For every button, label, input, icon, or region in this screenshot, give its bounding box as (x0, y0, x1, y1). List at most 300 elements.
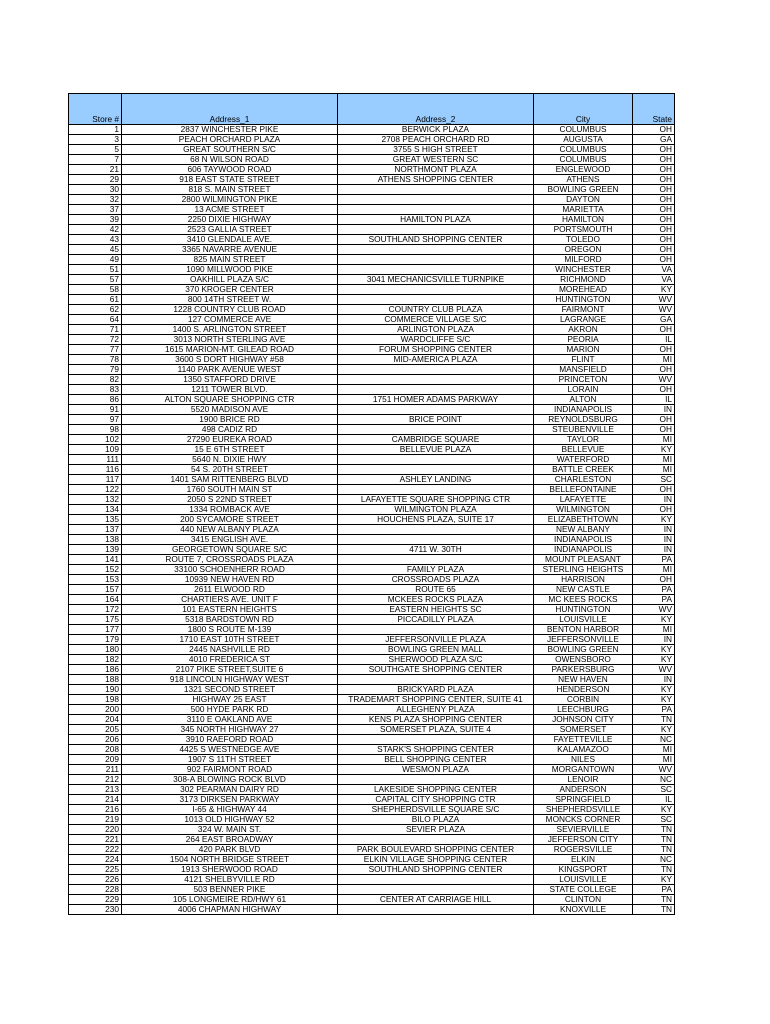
store-number-cell: 72 (69, 335, 122, 345)
state-cell: IN (633, 545, 675, 555)
city-cell: ELIZABETHTOWN (534, 515, 633, 525)
store-number-cell: 153 (69, 575, 122, 585)
address-2-cell: CAPITAL CITY SHOPPING CTR (338, 795, 534, 805)
store-number-cell: 43 (69, 235, 122, 245)
store-number-cell: 49 (69, 255, 122, 265)
state-cell: IN (633, 675, 675, 685)
address-1-cell: GEORGETOWN SQUARE S/C (122, 545, 338, 555)
store-number-cell: 188 (69, 675, 122, 685)
store-number-cell: 190 (69, 685, 122, 695)
table-row (69, 555, 675, 565)
address-2-cell: ALLEGHENY PLAZA (338, 705, 534, 715)
state-cell: OH (633, 175, 675, 185)
state-cell: OH (633, 485, 675, 495)
address-1-cell: 2107 PIKE STREET,SUITE 6 (122, 665, 338, 675)
city-cell: LAGRANGE (534, 315, 633, 325)
address-1-cell: 2445 NASHVILLE RD (122, 645, 338, 655)
table-row (69, 465, 675, 475)
address-1-cell: 2250 DIXIE HIGHWAY (122, 215, 338, 225)
table-row (69, 875, 675, 885)
state-cell: OH (633, 205, 675, 215)
city-cell: STERLING HEIGHTS (534, 565, 633, 575)
table-row (69, 725, 675, 735)
city-cell: TAYLOR (534, 435, 633, 445)
address-1-cell: 1400 S. ARLINGTON STREET (122, 325, 338, 335)
address-2-cell (338, 285, 534, 295)
address-1-cell: 3013 NORTH STERLING AVE (122, 335, 338, 345)
store-number-cell: 200 (69, 705, 122, 715)
store-number-cell: 222 (69, 845, 122, 855)
header-row (69, 114, 675, 125)
city-cell: COLUMBUS (534, 145, 633, 155)
table-row (69, 675, 675, 685)
table-row (69, 645, 675, 655)
store-number-cell: 83 (69, 385, 122, 395)
table-row (69, 855, 675, 865)
store-number-cell: 42 (69, 225, 122, 235)
state-cell: WV (633, 375, 675, 385)
address-1-cell: 101 EASTERN HEIGHTS (122, 605, 338, 615)
store-number-cell: 224 (69, 855, 122, 865)
state-cell: IN (633, 405, 675, 415)
address-1-cell: 503 BENNER PIKE (122, 885, 338, 895)
city-cell: LAFAYETTE (534, 495, 633, 505)
address-2-cell: CENTER AT CARRIAGE HILL (338, 895, 534, 905)
city-cell: WINCHESTER (534, 265, 633, 275)
store-number-cell: 45 (69, 245, 122, 255)
state-cell: PA (633, 885, 675, 895)
address-2-cell (338, 735, 534, 745)
address-1-cell: PEACH ORCHARD PLAZA (122, 135, 338, 145)
city-cell: CHARLESTON (534, 475, 633, 485)
store-number-cell: 214 (69, 795, 122, 805)
address-2-cell (338, 295, 534, 305)
state-cell: TN (633, 715, 675, 725)
address-2-cell: BERWICK PLAZA (338, 125, 534, 135)
state-cell: NC (633, 775, 675, 785)
state-cell: GA (633, 315, 675, 325)
table-row (69, 885, 675, 895)
city-cell: HUNTINGTON (534, 295, 633, 305)
address-2-cell: 1751 HOMER ADAMS PARKWAY (338, 395, 534, 405)
state-cell: WV (633, 295, 675, 305)
address-1-cell: 264 EAST BROADWAY (122, 835, 338, 845)
table-row (69, 185, 675, 195)
store-number-cell: 135 (69, 515, 122, 525)
address-1-cell: 5520 MADISON AVE (122, 405, 338, 415)
state-cell: IN (633, 535, 675, 545)
table-row (69, 325, 675, 335)
store-number-cell: 58 (69, 285, 122, 295)
table-row (69, 665, 675, 675)
table-row (69, 205, 675, 215)
address-2-cell: SHEPHERDSVILLE SQUARE S/C (338, 805, 534, 815)
address-1-cell: HIGHWAY 25 EAST (122, 695, 338, 705)
address-1-cell: 3410 GLENDALE AVE. (122, 235, 338, 245)
table-body (69, 125, 675, 915)
address-2-cell: STARK'S SHOPPING CENTER (338, 745, 534, 755)
store-number-cell: 219 (69, 815, 122, 825)
state-cell: KY (633, 725, 675, 735)
table-row (69, 865, 675, 875)
address-1-cell: 4121 SHELBYVILLE RD (122, 875, 338, 885)
address-2-cell (338, 835, 534, 845)
address-2-cell (338, 385, 534, 395)
address-2-cell: SEVIER PLAZA (338, 825, 534, 835)
state-cell: WV (633, 305, 675, 315)
store-number-cell: 152 (69, 565, 122, 575)
address-2-cell: PICCADILLY PLAZA (338, 615, 534, 625)
store-number-cell: 211 (69, 765, 122, 775)
store-number-cell: 86 (69, 395, 122, 405)
table-row (69, 315, 675, 325)
table-row (69, 365, 675, 375)
state-cell: KY (633, 645, 675, 655)
address-1-cell: 1800 S ROUTE M-139 (122, 625, 338, 635)
table-row (69, 245, 675, 255)
state-cell: KY (633, 615, 675, 625)
table-row (69, 905, 675, 915)
address-2-cell (338, 225, 534, 235)
state-cell: OH (633, 165, 675, 175)
address-2-cell: WILMINGTON PLAZA (338, 505, 534, 515)
address-2-cell: 2708 PEACH ORCHARD RD (338, 135, 534, 145)
address-1-cell: 4006 CHAPMAN HIGHWAY (122, 905, 338, 915)
city-cell: MOUNT PLEASANT (534, 555, 633, 565)
table-row (69, 495, 675, 505)
table-row (69, 685, 675, 695)
address-1-cell: 68 N WILSON ROAD (122, 155, 338, 165)
address-1-cell: 1401 SAM RITTENBERG BLVD (122, 475, 338, 485)
city-cell: KNOXVILLE (534, 905, 633, 915)
state-cell: IL (633, 395, 675, 405)
city-cell: CLINTON (534, 895, 633, 905)
city-cell: FLINT (534, 355, 633, 365)
table-row (69, 215, 675, 225)
table-row (69, 415, 675, 425)
state-cell: SC (633, 815, 675, 825)
address-1-cell: 800 14TH STREET W. (122, 295, 338, 305)
city-cell: BELLEVUE (534, 445, 633, 455)
address-2-cell: MCKEES ROCKS PLAZA (338, 595, 534, 605)
address-1-cell: 440 NEW ALBANY PLAZA (122, 525, 338, 535)
store-number-cell: 229 (69, 895, 122, 905)
state-cell: OH (633, 185, 675, 195)
table-row (69, 305, 675, 315)
store-number-cell: 77 (69, 345, 122, 355)
table-row (69, 775, 675, 785)
table-row (69, 165, 675, 175)
city-cell: WILMINGTON (534, 505, 633, 515)
table-row (69, 135, 675, 145)
state-cell: OH (633, 385, 675, 395)
store-number-cell: 37 (69, 205, 122, 215)
city-cell: PRINCETON (534, 375, 633, 385)
address-1-cell: 4010 FREDERICA ST (122, 655, 338, 665)
address-2-cell: 3755 S HIGH STREET (338, 145, 534, 155)
table-row (69, 505, 675, 515)
state-cell: WV (633, 665, 675, 675)
table-row (69, 515, 675, 525)
address-1-cell: 1211 TOWER BLVD. (122, 385, 338, 395)
state-cell: PA (633, 705, 675, 715)
store-number-cell: 221 (69, 835, 122, 845)
address-1-cell: 1710 EAST 10TH STREET (122, 635, 338, 645)
address-2-cell (338, 775, 534, 785)
city-cell: CORBIN (534, 695, 633, 705)
table-row (69, 395, 675, 405)
table-row (69, 765, 675, 775)
store-number-cell: 79 (69, 365, 122, 375)
table-row (69, 845, 675, 855)
store-number-cell: 216 (69, 805, 122, 815)
address-2-cell: SOUTHGATE SHOPPING CENTER (338, 665, 534, 675)
store-number-cell: 179 (69, 635, 122, 645)
table-row (69, 375, 675, 385)
table-row (69, 805, 675, 815)
address-2-cell (338, 425, 534, 435)
address-1-cell: ROUTE 7, CROSSROADS PLAZA (122, 555, 338, 565)
table-row (69, 355, 675, 365)
city-cell: ANDERSON (534, 785, 633, 795)
city-cell: COLUMBUS (534, 155, 633, 165)
store-number-cell: 71 (69, 325, 122, 335)
city-cell: STEUBENVILLE (534, 425, 633, 435)
table-row (69, 275, 675, 285)
city-cell: LENOIR (534, 775, 633, 785)
state-cell: IN (633, 495, 675, 505)
city-cell: KINGSPORT (534, 865, 633, 875)
store-number-cell: 206 (69, 735, 122, 745)
state-cell: WV (633, 765, 675, 775)
address-1-cell: 302 PEARMAN DAIRY RD (122, 785, 338, 795)
table-row (69, 265, 675, 275)
address-1-cell: 420 PARK BLVD (122, 845, 338, 855)
city-cell: JEFFERSONVILLE (534, 635, 633, 645)
address-2-cell: BILO PLAZA (338, 815, 534, 825)
table-row (69, 285, 675, 295)
store-number-cell: 21 (69, 165, 122, 175)
store-list-table (68, 93, 675, 915)
address-2-cell: COUNTRY CLUB PLAZA (338, 305, 534, 315)
address-1-cell: 1350 STAFFORD DRIVE (122, 375, 338, 385)
address-1-cell: 1760 SOUTH MAIN ST (122, 485, 338, 495)
address-1-cell: 818 S. MAIN STREET (122, 185, 338, 195)
city-cell: BELLEFONTAINE (534, 485, 633, 495)
state-cell: MI (633, 745, 675, 755)
city-cell: MOREHEAD (534, 285, 633, 295)
address-1-cell: 902 FAIRMONT ROAD (122, 765, 338, 775)
table-row (69, 195, 675, 205)
address-1-cell: 3600 S DORT HIGHWAY #58 (122, 355, 338, 365)
store-number-cell: 186 (69, 665, 122, 675)
table-row (69, 715, 675, 725)
address-1-cell: 498 CADIZ RD (122, 425, 338, 435)
store-number-cell: 132 (69, 495, 122, 505)
state-cell: KY (633, 875, 675, 885)
address-2-cell: CAMBRIDGE SQUARE (338, 435, 534, 445)
store-number-cell: 134 (69, 505, 122, 515)
table-row (69, 145, 675, 155)
address-1-cell: 2050 S 22ND STREET (122, 495, 338, 505)
table-row (69, 815, 675, 825)
city-cell: INDIANAPOLIS (534, 535, 633, 545)
store-number-cell: 226 (69, 875, 122, 885)
address-2-cell (338, 535, 534, 545)
address-2-cell (338, 485, 534, 495)
city-header: City (534, 114, 633, 125)
address-1-cell: 13 ACME STREET (122, 205, 338, 215)
store-number-cell: 111 (69, 455, 122, 465)
address-2-cell: JEFFERSONVILLE PLAZA (338, 635, 534, 645)
address-2-cell: MID-AMERICA PLAZA (338, 355, 534, 365)
address-1-cell: CHARTIERS AVE. UNIT F (122, 595, 338, 605)
table-row (69, 615, 675, 625)
address-1-cell: 1140 PARK AVENUE WEST (122, 365, 338, 375)
address-2-cell: WARDCLIFFE S/C (338, 335, 534, 345)
store-number-cell: 208 (69, 745, 122, 755)
address-2-cell: BELLEVUE PLAZA (338, 445, 534, 455)
city-cell: RICHMOND (534, 275, 633, 285)
store-number-cell: 213 (69, 785, 122, 795)
store-number-cell: 62 (69, 305, 122, 315)
address-2-cell: TRADEMART SHOPPING CENTER, SUITE 41 (338, 695, 534, 705)
store-number-cell: 230 (69, 905, 122, 915)
store-number-cell: 116 (69, 465, 122, 475)
city-cell: OWENSBORO (534, 655, 633, 665)
address-2-cell: ATHENS SHOPPING CENTER (338, 175, 534, 185)
address-2-cell (338, 555, 534, 565)
table-header (69, 94, 675, 125)
address-2-cell (338, 465, 534, 475)
address-2-cell: LAFAYETTE SQUARE SHOPPING CTR (338, 495, 534, 505)
state-cell: OH (633, 365, 675, 375)
city-cell: REYNOLDSBURG (534, 415, 633, 425)
city-cell: HUNTINGTON (534, 605, 633, 615)
table-row (69, 745, 675, 755)
address-1-cell: 1090 MILLWOOD PIKE (122, 265, 338, 275)
address-2-cell (338, 405, 534, 415)
city-cell: OREGON (534, 245, 633, 255)
address-1-cell: I-65 & HIGHWAY 44 (122, 805, 338, 815)
address-1-cell: 324 W. MAIN ST. (122, 825, 338, 835)
state-cell: MI (633, 455, 675, 465)
city-cell: BOWLING GREEN (534, 185, 633, 195)
state-cell: TN (633, 905, 675, 915)
store-number-cell: 220 (69, 825, 122, 835)
state-cell: OH (633, 215, 675, 225)
state-cell: NC (633, 735, 675, 745)
address-2-cell (338, 375, 534, 385)
store-number-cell: 97 (69, 415, 122, 425)
table-row (69, 405, 675, 415)
table-row (69, 425, 675, 435)
address-2-cell (338, 455, 534, 465)
store-number-cell: 139 (69, 545, 122, 555)
store-number-cell: 175 (69, 615, 122, 625)
table-row (69, 175, 675, 185)
table-row (69, 435, 675, 445)
address-1-cell: 370 KROGER CENTER (122, 285, 338, 295)
state-cell: KY (633, 695, 675, 705)
city-cell: FAIRMONT (534, 305, 633, 315)
state-cell: IN (633, 525, 675, 535)
state-cell: IL (633, 335, 675, 345)
city-cell: WATERFORD (534, 455, 633, 465)
address-1-cell: 1900 BRICE RD (122, 415, 338, 425)
address-2-cell (338, 205, 534, 215)
address-1-cell: 3173 DIRKSEN PARKWAY (122, 795, 338, 805)
state-cell: VA (633, 275, 675, 285)
state-cell: TN (633, 825, 675, 835)
address-1-cell: 2837 WINCHESTER PIKE (122, 125, 338, 135)
state-cell: KY (633, 285, 675, 295)
store-number-cell: 205 (69, 725, 122, 735)
store-number-cell: 172 (69, 605, 122, 615)
store-number-cell: 228 (69, 885, 122, 895)
city-cell: TOLEDO (534, 235, 633, 245)
store-number-cell: 137 (69, 525, 122, 535)
address-1-cell: 105 LONGMEIRE RD/HWY 61 (122, 895, 338, 905)
address-1-cell: 4425 S WESTNEDGE AVE (122, 745, 338, 755)
store-number-cell: 209 (69, 755, 122, 765)
state-cell: OH (633, 155, 675, 165)
state-cell: WV (633, 605, 675, 615)
address-2-cell: HOUCHENS PLAZA, SUITE 17 (338, 515, 534, 525)
address-2-cell (338, 265, 534, 275)
store-number-cell: 7 (69, 155, 122, 165)
table-row (69, 255, 675, 265)
table-row (69, 835, 675, 845)
state-cell: KY (633, 515, 675, 525)
state-cell: SC (633, 475, 675, 485)
store-number-cell: 117 (69, 475, 122, 485)
address-2-cell: ASHLEY LANDING (338, 475, 534, 485)
address-1-cell: 2800 WILMINGTON PIKE (122, 195, 338, 205)
address-1-cell: 606 TAYWOOD ROAD (122, 165, 338, 175)
address-2-cell (338, 365, 534, 375)
address-1-cell: ALTON SQUARE SHOPPING CTR (122, 395, 338, 405)
address-1-cell: 345 NORTH HIGHWAY 27 (122, 725, 338, 735)
address-1-cell: 2523 GALLIA STREET (122, 225, 338, 235)
state-cell: KY (633, 655, 675, 665)
city-cell: MILFORD (534, 255, 633, 265)
address-1-cell: 918 LINCOLN HIGHWAY WEST (122, 675, 338, 685)
address-2-cell: PARK BOULEVARD SHOPPING CENTER (338, 845, 534, 855)
table-row (69, 785, 675, 795)
address-2-cell: COMMERCE VILLAGE S/C (338, 315, 534, 325)
table-row (69, 595, 675, 605)
address-1-cell: 308-A BLOWING ROCK BLVD (122, 775, 338, 785)
store-number-cell: 225 (69, 865, 122, 875)
table-row (69, 585, 675, 595)
address-2-cell: CROSSROADS PLAZA (338, 575, 534, 585)
table-row (69, 225, 675, 235)
city-cell: PORTSMOUTH (534, 225, 633, 235)
state-cell: VA (633, 265, 675, 275)
address-2-cell: ROUTE 65 (338, 585, 534, 595)
table-row (69, 895, 675, 905)
city-cell: BOWLING GREEN (534, 645, 633, 655)
city-cell: SEVIERVILLE (534, 825, 633, 835)
state-cell: PA (633, 595, 675, 605)
address-1-cell: 1334 ROMBACK AVE (122, 505, 338, 515)
address-1-cell: 1907 S 11TH STREET (122, 755, 338, 765)
state-cell: SC (633, 785, 675, 795)
address-1-cell: 127 COMMERCE AVE (122, 315, 338, 325)
city-cell: MANSFIELD (534, 365, 633, 375)
city-cell: DAYTON (534, 195, 633, 205)
